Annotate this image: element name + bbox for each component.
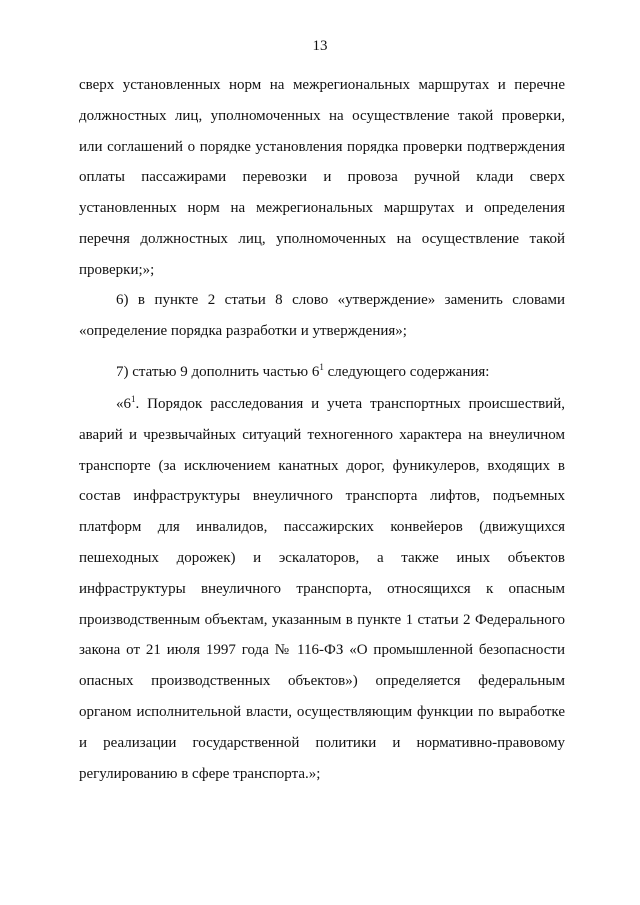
superscript: 1 (131, 394, 136, 404)
text-segment: следующего содержания: (323, 364, 490, 380)
text-line: платформ для инвалидов, пассажирских конвейеров (движущихся (79, 519, 565, 536)
text-line: аварий и чрезвычайных ситуаций техногенного характера на внеуличном (79, 426, 565, 443)
paragraph-item-7 (79, 357, 565, 388)
text-line: или соглашений о порядке установления порядка проверки подтверждения (79, 138, 565, 155)
text-line: «определение порядка разработки и утверждения»; (79, 322, 407, 339)
text-segment: «6 (116, 396, 131, 412)
text-line: состав инфраструктуры внеуличного транспорта лифтов, подъемных (79, 488, 565, 505)
paragraph-item-6 (79, 285, 565, 347)
paragraph-continuation (79, 70, 565, 286)
text-segment: 7) статью 9 дополнить частью 6 (116, 364, 320, 380)
text-line: опасных производственных объектов») определяется федеральным (79, 673, 565, 690)
text-line: регулированию в сфере транспорта.»; (79, 765, 321, 782)
text-line: закона от 21 июля 1997 года № 116-ФЗ «О промышленной безопасности (79, 642, 565, 659)
text-line: должностных лиц, уполномоченных на осуществление такой проверки, (79, 107, 565, 124)
text-line: проверки;»; (79, 261, 155, 278)
text-line (79, 389, 565, 420)
text-line: инфраструктуры внеуличного транспорта, относящихся к опасным (79, 580, 565, 597)
paragraph-part-6-1 (79, 389, 565, 789)
page-number: 13 (312, 38, 328, 54)
superscript: 1 (319, 362, 324, 372)
text-line: перечня должностных лиц, уполномоченных на осуществление такой (79, 230, 565, 247)
text-line: и реализации государственной политики и нормативно-правовому (79, 734, 565, 751)
text-line (79, 357, 565, 388)
text-line: пешеходных дорожек) и эскалаторов, а также иных объектов (79, 549, 565, 566)
text-segment: . Порядок расследования и учета транспортных происшествий, (135, 396, 565, 412)
text-line: установленных норм на межрегиональных маршрутах и определения (79, 200, 565, 217)
text-line: оплаты пассажирами перевозки и провоза ручной клади сверх (79, 169, 565, 186)
text-line: 6) в пункте 2 статьи 8 слово «утверждение» заменить словами (116, 292, 565, 308)
text-line: производственным объектам, указанным в пункте 1 статьи 2 Федерального (79, 611, 565, 628)
text-line: транспорте (за исключением канатных дорог, фуникулеров, входящих в (79, 457, 565, 474)
text-line: сверх установленных норм на межрегиональных маршрутах и перечне (79, 77, 565, 93)
text-line: органом исполнительной власти, осуществляющим функции по выработке (79, 703, 565, 720)
